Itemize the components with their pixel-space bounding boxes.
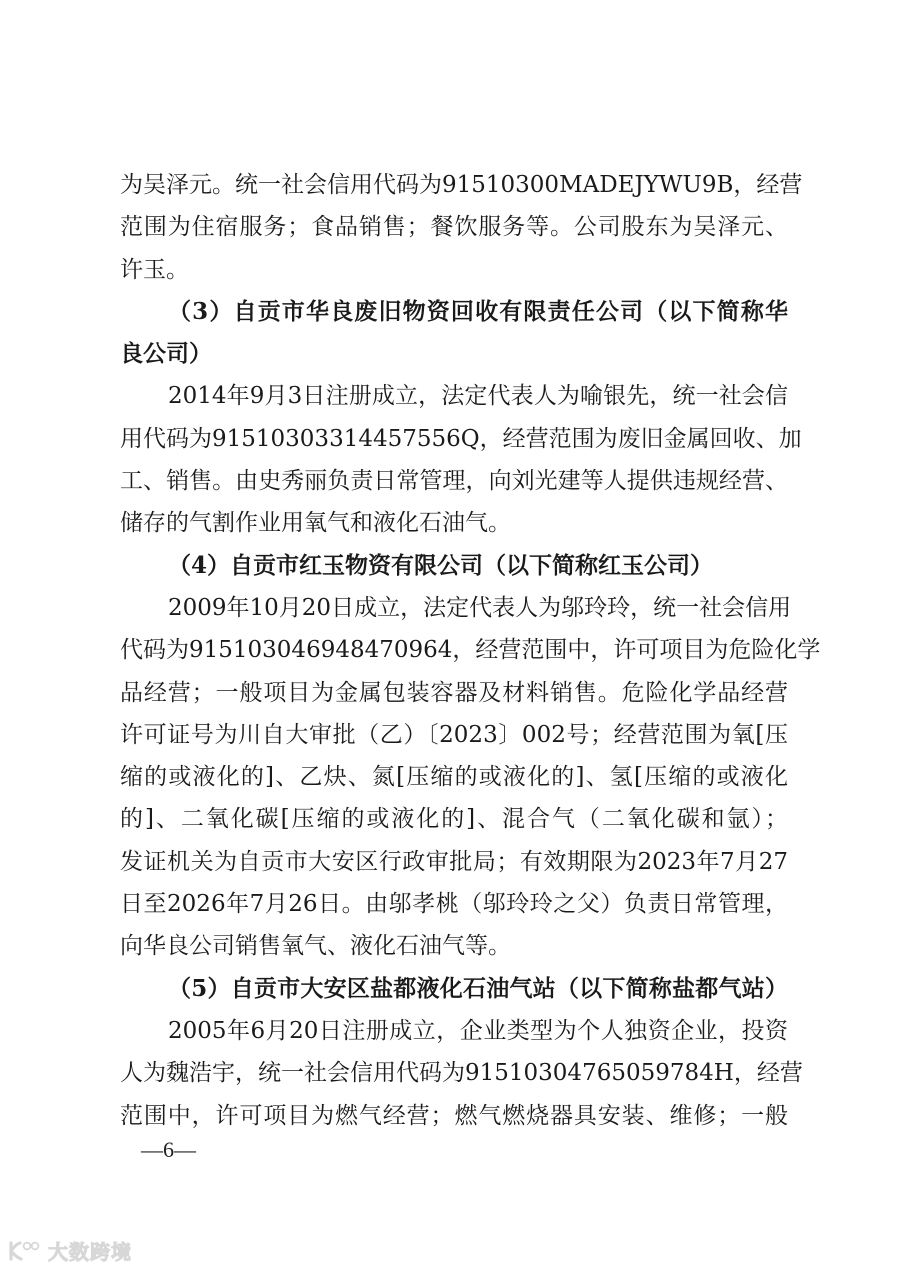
section-heading-line: （4）自贡市红玉物资有限公司（以下简称红玉公司） [168,551,714,579]
page-number: —6— [141,1137,196,1162]
paragraph-line: 2014年9月3日注册成立，法定代表人为喻银先，统一社会信 [168,383,788,410]
watermark [8,1236,132,1265]
paragraph-line: 工、销售。由史秀丽负责日常管理，向刘光建等人提供违规经营、 [120,468,788,495]
paragraph-line: 2009年10月20日成立，法定代表人为邬玲玲，统一社会信用 [168,594,792,621]
paragraph-line: 许可证号为川自大审批（乙）〔2023〕002号；经营范围为氧[压 [120,721,788,748]
paragraph-line: 范围中，许可项目为燃气经营；燃气燃烧器具安装、维修；一般 [120,1102,788,1129]
paragraph-line: 为吴泽元。统一社会信用代码为91510300MADEJYWU9B，经营 [120,172,803,198]
section-heading-line: （5）自贡市大安区盐都液化石油气站（以下简称盐都气站） [168,974,788,1002]
paragraph-line: 许玉。 [120,256,189,283]
paragraph-line: 2005年6月20日注册成立，企业类型为个人独资企业，投资 [168,1017,788,1044]
paragraph-line: 代码为915103046948470964，经营范围中，许可项目为危险化学 [120,637,821,664]
paragraph-line: 缩的或液化的]、乙炔、氮[压缩的或液化的]、氢[压缩的或液化 [120,764,788,791]
document-body [120,164,821,1137]
paragraph-line: 发证机关为自贡市大安区行政审批局；有效期限为2023年7月27 [120,848,788,875]
k-logo-icon [8,1240,42,1262]
paragraph-line: 用代码为91510303314457556Q，经营范围为废旧金属回收、加 [120,425,802,452]
section-heading-line: （3）自贡市华良废旧物资回收有限责任公司（以下简称华 [168,297,788,325]
paragraph-line: 日至2026年7月26日。由邬孝桃（邬玲玲之父）负责日常管理， [120,891,788,918]
watermark-text: 大数跨境 [48,1240,132,1264]
paragraph-line: 的]、二氧化碳[压缩的或液化的]、混合气（二氧化碳和氩）； [120,806,788,833]
paragraph-line: 储存的气割作业用氧气和液化石油气。 [120,510,511,537]
section-heading-line: 良公司） [120,340,212,368]
paragraph-line: 范围为住宿服务；食品销售；餐饮服务等。公司股东为吴泽元、 [120,214,788,241]
paragraph-line: 品经营；一般项目为金属包装容器及材料销售。危险化学品经营 [120,679,788,706]
paragraph-line: 人为魏浩宇，统一社会信用代码为91510304765059784H，经营 [120,1060,803,1087]
paragraph-line: 向华良公司销售氧气、液化石油气等。 [120,933,511,960]
